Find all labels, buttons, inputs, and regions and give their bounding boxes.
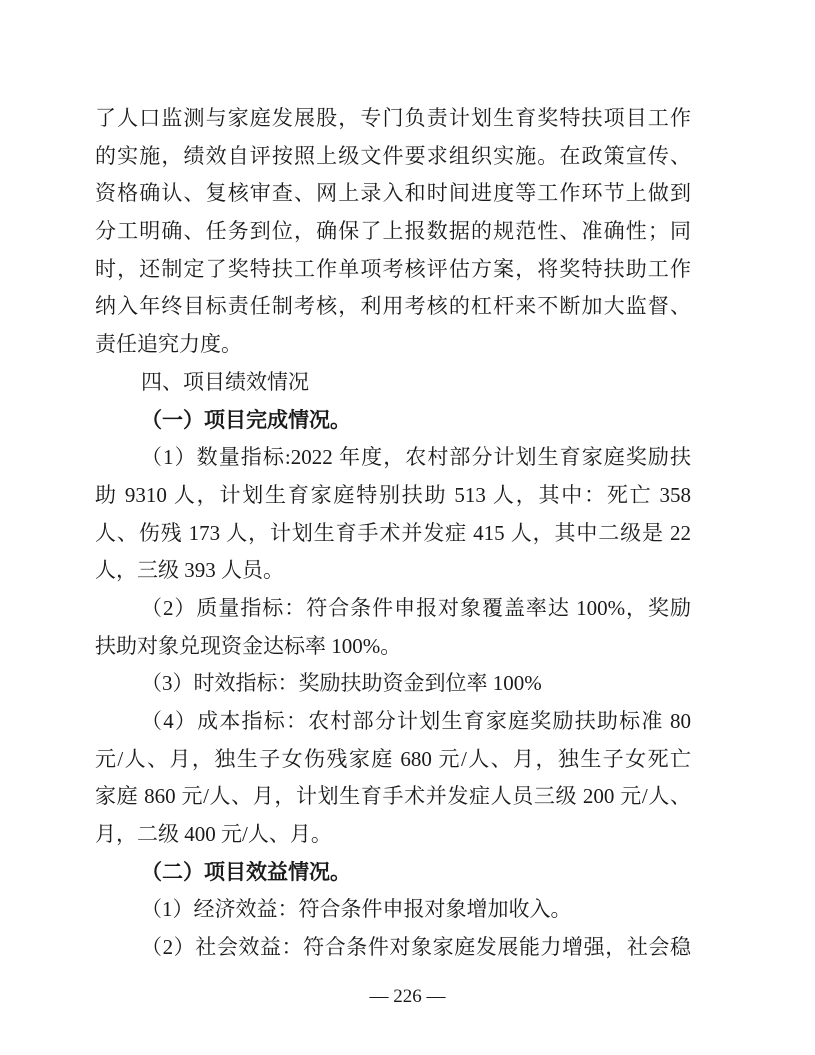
text-line: （4）成本指标：农村部分计划生育家庭奖励扶助标准 80 (141, 709, 691, 733)
text-line: （2）质量指标：符合条件申报对象覆盖率达 100%，奖励 (141, 595, 691, 620)
text-line: （3）时效指标：奖励扶助资金到位率 100% (141, 671, 542, 696)
text-line: 元/人、月，独生子女伤残家庭 680 元/人、月，独生子女死亡 (95, 746, 691, 771)
section-heading: 四、项目绩效情况 (141, 369, 309, 394)
page-number: — 226 — (369, 986, 446, 1007)
text-line: （1）数量指标:2022 年度，农村部分计划生育家庭奖励扶 (141, 445, 691, 470)
text-line: 助 9310 人，计划生育家庭特别扶助 513 人，其中：死亡 358 (95, 482, 691, 507)
text-line: （1）经济效益：符合条件申报对象增加收入。 (141, 897, 572, 922)
text-line: （2）社会效益：符合条件对象家庭发展能力增强，社会稳 (141, 935, 691, 960)
text-line: 时，还制定了奖特扶工作单项考核评估方案，将奖特扶助工作 (95, 256, 691, 281)
text-line: 扶助对象兑现资金达标率 100%。 (95, 633, 402, 658)
text-line: 月，二级 400 元/人、月。 (95, 822, 332, 847)
text-line: 人、伤残 173 人，计划生育手术并发症 415 人，其中二级是 22 (95, 520, 691, 545)
section-heading: （二）项目效益情况。 (141, 859, 351, 884)
text-line: 资格确认、复核审查、网上录入和时间进度等工作环节上做到 (95, 181, 691, 206)
text-line: 的实施，绩效自评按照上级文件要求组织实施。在政策宣传、 (95, 143, 691, 168)
text-line: 分工明确、任务到位，确保了上报数据的规范性、准确性；同 (95, 219, 691, 244)
text-line: 纳入年终目标责任制考核，利用考核的杠杆来不断加大监督、 (95, 294, 691, 319)
document-body (95, 100, 691, 967)
text-line: 责任追究力度。 (95, 332, 242, 357)
text-line: 家庭 860 元/人、月，计划生育手术并发症人员三级 200 元/人、 (95, 784, 691, 809)
text-line: 人，三级 393 人员。 (95, 558, 284, 583)
section-heading: （一）项目完成情况。 (141, 407, 351, 432)
text-line: 了人口监测与家庭发展股，专门负责计划生育奖特扶项目工作 (95, 106, 691, 130)
